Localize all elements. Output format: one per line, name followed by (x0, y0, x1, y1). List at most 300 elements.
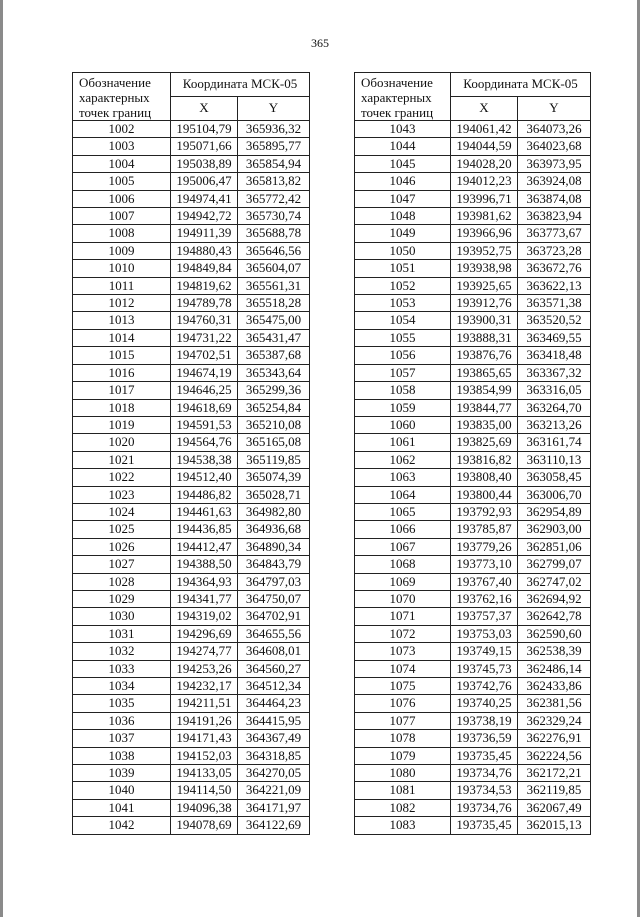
point-id-cell: 1076 (355, 695, 451, 712)
coord-x-cell: 193767,40 (451, 573, 518, 590)
table-row (355, 660, 591, 677)
point-id-cell: 1014 (73, 329, 171, 346)
coord-x-cell: 194591,53 (171, 416, 238, 433)
table-row (73, 765, 310, 782)
table-row (355, 608, 591, 625)
coord-y-cell: 365119,85 (238, 451, 310, 468)
point-id-cell: 1030 (73, 608, 171, 625)
coord-x-cell: 194760,31 (171, 312, 238, 329)
point-id-cell: 1018 (73, 399, 171, 416)
table-row (355, 121, 591, 138)
point-id-cell: 1034 (73, 678, 171, 695)
coord-y-cell: 363367,32 (518, 364, 591, 381)
coord-x-cell: 195071,66 (171, 138, 238, 155)
point-id-cell: 1056 (355, 347, 451, 364)
coord-x-cell: 193835,00 (451, 416, 518, 433)
point-id-cell: 1042 (73, 817, 171, 834)
table-row (355, 225, 591, 242)
table-row (73, 312, 310, 329)
table-row (73, 399, 310, 416)
point-id-cell: 1035 (73, 695, 171, 712)
table-row (355, 138, 591, 155)
point-id-cell: 1063 (355, 469, 451, 486)
coord-x-cell: 193876,76 (451, 347, 518, 364)
coord-y-cell: 362486,14 (518, 660, 591, 677)
coord-y-cell: 364512,34 (238, 678, 310, 695)
table-row (73, 173, 310, 190)
coord-y-cell: 362276,91 (518, 730, 591, 747)
point-id-cell: 1081 (355, 782, 451, 799)
coord-y-cell: 364171,97 (238, 799, 310, 816)
coord-y-cell: 362067,49 (518, 799, 591, 816)
coord-x-cell: 195038,89 (171, 155, 238, 172)
point-id-cell: 1080 (355, 765, 451, 782)
coord-x-cell: 193779,26 (451, 538, 518, 555)
table-row (355, 155, 591, 172)
coord-y-cell: 362694,92 (518, 590, 591, 607)
point-id-cell: 1020 (73, 434, 171, 451)
table-row (355, 469, 591, 486)
coord-y-cell: 363469,55 (518, 329, 591, 346)
point-id-cell: 1026 (73, 538, 171, 555)
coord-x-cell: 194486,82 (171, 486, 238, 503)
table-body-left (73, 121, 310, 835)
point-id-cell: 1040 (73, 782, 171, 799)
coord-x-cell: 193734,53 (451, 782, 518, 799)
table-row (355, 765, 591, 782)
coord-y-cell: 363622,13 (518, 277, 591, 294)
point-id-cell: 1058 (355, 382, 451, 399)
coord-x-cell: 193816,82 (451, 451, 518, 468)
table-row (355, 799, 591, 816)
coord-x-cell: 194512,40 (171, 469, 238, 486)
coord-x-cell: 194012,23 (451, 173, 518, 190)
table-row (73, 730, 310, 747)
table-row (73, 416, 310, 433)
scan-edge-left (0, 0, 3, 917)
coord-y-cell: 362015,13 (518, 817, 591, 834)
table-row (73, 138, 310, 155)
point-id-cell: 1077 (355, 712, 451, 729)
coord-x-cell: 193854,99 (451, 382, 518, 399)
table-row (73, 190, 310, 207)
point-id-cell: 1016 (73, 364, 171, 381)
coord-x-cell: 194674,19 (171, 364, 238, 381)
coord-y-cell: 364221,09 (238, 782, 310, 799)
point-id-cell: 1002 (73, 121, 171, 138)
table-row (73, 260, 310, 277)
coord-y-cell: 365813,82 (238, 173, 310, 190)
coord-x-cell: 194191,26 (171, 712, 238, 729)
table-row (73, 242, 310, 259)
coord-x-cell: 193844,77 (451, 399, 518, 416)
coord-y-cell: 363058,45 (518, 469, 591, 486)
table-row (73, 660, 310, 677)
coord-y-cell: 364073,26 (518, 121, 591, 138)
coord-x-cell: 194436,85 (171, 521, 238, 538)
coord-y-cell: 363213,26 (518, 416, 591, 433)
coord-x-cell: 193865,65 (451, 364, 518, 381)
coord-y-cell: 365730,74 (238, 208, 310, 225)
point-id-cell: 1013 (73, 312, 171, 329)
point-id-cell: 1005 (73, 173, 171, 190)
table-row (355, 730, 591, 747)
point-id-cell: 1082 (355, 799, 451, 816)
point-id-cell: 1055 (355, 329, 451, 346)
coord-x-cell: 193735,45 (451, 817, 518, 834)
coord-x-cell: 194646,25 (171, 382, 238, 399)
coord-y-cell: 364270,05 (238, 765, 310, 782)
coord-x-cell: 193762,16 (451, 590, 518, 607)
table-row (355, 486, 591, 503)
coord-y-cell: 364023,68 (518, 138, 591, 155)
table-row (73, 643, 310, 660)
coord-x-cell: 194538,38 (171, 451, 238, 468)
coord-y-cell: 363973,95 (518, 155, 591, 172)
coord-x-cell: 194232,17 (171, 678, 238, 695)
coord-y-cell: 365772,42 (238, 190, 310, 207)
point-id-cell: 1075 (355, 678, 451, 695)
coord-y-cell: 364797,03 (238, 573, 310, 590)
point-id-cell: 1036 (73, 712, 171, 729)
table-row (355, 503, 591, 520)
table-row (355, 347, 591, 364)
coord-y-cell: 365387,68 (238, 347, 310, 364)
table-row (355, 521, 591, 538)
point-id-cell: 1062 (355, 451, 451, 468)
coord-y-cell: 364982,80 (238, 503, 310, 520)
coord-y-cell: 365028,71 (238, 486, 310, 503)
table-row (355, 643, 591, 660)
coord-x-cell: 193925,65 (451, 277, 518, 294)
coord-y-cell: 365299,36 (238, 382, 310, 399)
point-id-cell: 1006 (73, 190, 171, 207)
table-row (355, 242, 591, 259)
coord-y-cell: 365475,00 (238, 312, 310, 329)
point-id-cell: 1053 (355, 295, 451, 312)
header-y: Y (238, 96, 310, 120)
coord-y-cell: 365254,84 (238, 399, 310, 416)
coord-y-cell: 363264,70 (518, 399, 591, 416)
point-id-cell: 1015 (73, 347, 171, 364)
coord-y-cell: 364890,34 (238, 538, 310, 555)
coord-x-cell: 193900,31 (451, 312, 518, 329)
coord-x-cell: 193735,45 (451, 747, 518, 764)
coord-y-cell: 362433,86 (518, 678, 591, 695)
coordinates-table-left (72, 72, 310, 835)
coord-y-cell: 365210,08 (238, 416, 310, 433)
coord-x-cell: 193740,25 (451, 695, 518, 712)
coord-x-cell: 193952,75 (451, 242, 518, 259)
point-id-cell: 1037 (73, 730, 171, 747)
point-id-cell: 1074 (355, 660, 451, 677)
point-id-cell: 1070 (355, 590, 451, 607)
coord-x-cell: 194789,78 (171, 295, 238, 312)
coord-x-cell: 194412,47 (171, 538, 238, 555)
table-row (73, 521, 310, 538)
point-id-cell: 1029 (73, 590, 171, 607)
coord-y-cell: 365854,94 (238, 155, 310, 172)
point-id-cell: 1072 (355, 625, 451, 642)
coord-y-cell: 364122,69 (238, 817, 310, 834)
header-coordinate-system: Координата МСК-05 (451, 73, 591, 97)
coord-x-cell: 193966,96 (451, 225, 518, 242)
coord-x-cell: 193734,76 (451, 799, 518, 816)
coord-x-cell: 194702,51 (171, 347, 238, 364)
header-x: X (171, 96, 238, 120)
point-id-cell: 1050 (355, 242, 451, 259)
coord-y-cell: 363110,13 (518, 451, 591, 468)
point-id-cell: 1043 (355, 121, 451, 138)
coord-y-cell: 363418,48 (518, 347, 591, 364)
coord-x-cell: 195006,47 (171, 173, 238, 190)
table-row (73, 817, 310, 834)
coord-y-cell: 362642,78 (518, 608, 591, 625)
coord-x-cell: 193785,87 (451, 521, 518, 538)
coord-y-cell: 362954,89 (518, 503, 591, 520)
coord-y-cell: 363316,05 (518, 382, 591, 399)
coord-x-cell: 193938,98 (451, 260, 518, 277)
coord-x-cell: 194253,26 (171, 660, 238, 677)
coord-y-cell: 362799,07 (518, 556, 591, 573)
coord-y-cell: 365165,08 (238, 434, 310, 451)
coord-x-cell: 193800,44 (451, 486, 518, 503)
table-row (73, 799, 310, 816)
coord-x-cell: 194564,76 (171, 434, 238, 451)
coord-x-cell: 193792,93 (451, 503, 518, 520)
table-row (73, 695, 310, 712)
coord-y-cell: 364464,23 (238, 695, 310, 712)
point-id-cell: 1024 (73, 503, 171, 520)
table-row (73, 573, 310, 590)
point-id-cell: 1041 (73, 799, 171, 816)
point-id-cell: 1033 (73, 660, 171, 677)
point-id-cell: 1073 (355, 643, 451, 660)
table-row (73, 747, 310, 764)
coord-x-cell: 193825,69 (451, 434, 518, 451)
coord-x-cell: 194974,41 (171, 190, 238, 207)
coord-x-cell: 193753,03 (451, 625, 518, 642)
table-row (73, 364, 310, 381)
coord-x-cell: 194849,84 (171, 260, 238, 277)
table-row (355, 190, 591, 207)
coord-y-cell: 363874,08 (518, 190, 591, 207)
point-id-cell: 1003 (73, 138, 171, 155)
table-row (73, 121, 310, 138)
coord-x-cell: 193981,62 (451, 208, 518, 225)
coord-y-cell: 362224,56 (518, 747, 591, 764)
coord-x-cell: 194274,77 (171, 643, 238, 660)
coord-x-cell: 193888,31 (451, 329, 518, 346)
coord-y-cell: 362590,60 (518, 625, 591, 642)
coord-x-cell: 194096,38 (171, 799, 238, 816)
point-id-cell: 1059 (355, 399, 451, 416)
coord-x-cell: 194296,69 (171, 625, 238, 642)
table-row (73, 347, 310, 364)
coord-y-cell: 362851,06 (518, 538, 591, 555)
point-id-cell: 1017 (73, 382, 171, 399)
point-id-cell: 1019 (73, 416, 171, 433)
table-row (355, 678, 591, 695)
table-row (73, 208, 310, 225)
coord-x-cell: 194461,63 (171, 503, 238, 520)
point-id-cell: 1068 (355, 556, 451, 573)
coord-x-cell: 193745,73 (451, 660, 518, 677)
coord-x-cell: 194388,50 (171, 556, 238, 573)
table-row (73, 782, 310, 799)
table-row (355, 173, 591, 190)
coord-x-cell: 194731,22 (171, 329, 238, 346)
table-row (73, 434, 310, 451)
table-row (355, 747, 591, 764)
table-row (355, 451, 591, 468)
table-row (73, 538, 310, 555)
header-y: Y (518, 96, 591, 120)
table-body-right (355, 121, 591, 835)
point-id-cell: 1083 (355, 817, 451, 834)
table-row (355, 295, 591, 312)
table-row (73, 503, 310, 520)
coord-y-cell: 363924,08 (518, 173, 591, 190)
coord-y-cell: 365604,07 (238, 260, 310, 277)
table-row (355, 625, 591, 642)
table-row (355, 399, 591, 416)
table-row (355, 208, 591, 225)
header-coordinate-system: Координата МСК-05 (171, 73, 310, 97)
coord-y-cell: 364560,27 (238, 660, 310, 677)
table-row (355, 434, 591, 451)
table-row (73, 295, 310, 312)
point-id-cell: 1021 (73, 451, 171, 468)
coord-x-cell: 194152,03 (171, 747, 238, 764)
coord-y-cell: 365518,28 (238, 295, 310, 312)
coord-x-cell: 193996,71 (451, 190, 518, 207)
coord-y-cell: 365431,47 (238, 329, 310, 346)
coord-x-cell: 193749,15 (451, 643, 518, 660)
coord-y-cell: 363672,76 (518, 260, 591, 277)
table-row (355, 538, 591, 555)
point-id-cell: 1044 (355, 138, 451, 155)
point-id-cell: 1079 (355, 747, 451, 764)
coord-y-cell: 362538,39 (518, 643, 591, 660)
coord-x-cell: 194133,05 (171, 765, 238, 782)
point-id-cell: 1060 (355, 416, 451, 433)
point-id-cell: 1066 (355, 521, 451, 538)
coord-x-cell: 193773,10 (451, 556, 518, 573)
table-row (355, 782, 591, 799)
coord-y-cell: 364843,79 (238, 556, 310, 573)
coord-x-cell: 194211,51 (171, 695, 238, 712)
table-row (73, 625, 310, 642)
table-row (355, 556, 591, 573)
coord-y-cell: 363571,38 (518, 295, 591, 312)
coord-y-cell: 363161,74 (518, 434, 591, 451)
coord-y-cell: 364750,07 (238, 590, 310, 607)
table-row (355, 416, 591, 433)
coord-y-cell: 364702,91 (238, 608, 310, 625)
coord-x-cell: 193734,76 (451, 765, 518, 782)
coord-y-cell: 362747,02 (518, 573, 591, 590)
header-point-label: Обозначение характерных точек границ (73, 73, 171, 121)
table-row (73, 469, 310, 486)
coord-x-cell: 194171,43 (171, 730, 238, 747)
table-row (355, 364, 591, 381)
coord-x-cell: 194364,93 (171, 573, 238, 590)
table-row (73, 155, 310, 172)
point-id-cell: 1061 (355, 434, 451, 451)
point-id-cell: 1009 (73, 242, 171, 259)
coord-y-cell: 363773,67 (518, 225, 591, 242)
coord-x-cell: 195104,79 (171, 121, 238, 138)
coord-y-cell: 365895,77 (238, 138, 310, 155)
coord-y-cell: 363520,52 (518, 312, 591, 329)
point-id-cell: 1078 (355, 730, 451, 747)
point-id-cell: 1051 (355, 260, 451, 277)
coord-y-cell: 364415,95 (238, 712, 310, 729)
coord-y-cell: 365688,78 (238, 225, 310, 242)
table-row (73, 608, 310, 625)
point-id-cell: 1028 (73, 573, 171, 590)
point-id-cell: 1067 (355, 538, 451, 555)
header-point-label: Обозначение характерных точек границ (355, 73, 451, 121)
point-id-cell: 1069 (355, 573, 451, 590)
point-id-cell: 1045 (355, 155, 451, 172)
coord-x-cell: 193742,76 (451, 678, 518, 695)
table-row (355, 817, 591, 834)
table-row (73, 556, 310, 573)
table-row (73, 382, 310, 399)
coord-y-cell: 362329,24 (518, 712, 591, 729)
coord-y-cell: 362172,21 (518, 765, 591, 782)
header-x: X (451, 96, 518, 120)
coord-x-cell: 193808,40 (451, 469, 518, 486)
table-row (355, 312, 591, 329)
table-row (355, 573, 591, 590)
point-id-cell: 1057 (355, 364, 451, 381)
table-row (73, 329, 310, 346)
coord-y-cell: 364936,68 (238, 521, 310, 538)
coord-x-cell: 193736,59 (451, 730, 518, 747)
coord-y-cell: 364608,01 (238, 643, 310, 660)
table-row (355, 695, 591, 712)
table-row (73, 712, 310, 729)
coord-x-cell: 194880,43 (171, 242, 238, 259)
point-id-cell: 1023 (73, 486, 171, 503)
table-row (355, 590, 591, 607)
point-id-cell: 1007 (73, 208, 171, 225)
coord-y-cell: 362903,00 (518, 521, 591, 538)
coord-x-cell: 194911,39 (171, 225, 238, 242)
coord-y-cell: 362381,56 (518, 695, 591, 712)
point-id-cell: 1039 (73, 765, 171, 782)
point-id-cell: 1038 (73, 747, 171, 764)
coordinates-table-right (354, 72, 591, 835)
coord-y-cell: 365561,31 (238, 277, 310, 294)
point-id-cell: 1011 (73, 277, 171, 294)
coord-x-cell: 193738,19 (451, 712, 518, 729)
coord-x-cell: 194341,77 (171, 590, 238, 607)
coord-x-cell: 194044,59 (451, 138, 518, 155)
coord-x-cell: 194114,50 (171, 782, 238, 799)
table-row (355, 277, 591, 294)
point-id-cell: 1032 (73, 643, 171, 660)
table-row (355, 712, 591, 729)
coord-x-cell: 194319,02 (171, 608, 238, 625)
coord-x-cell: 194942,72 (171, 208, 238, 225)
point-id-cell: 1008 (73, 225, 171, 242)
coord-y-cell: 365646,56 (238, 242, 310, 259)
point-id-cell: 1010 (73, 260, 171, 277)
